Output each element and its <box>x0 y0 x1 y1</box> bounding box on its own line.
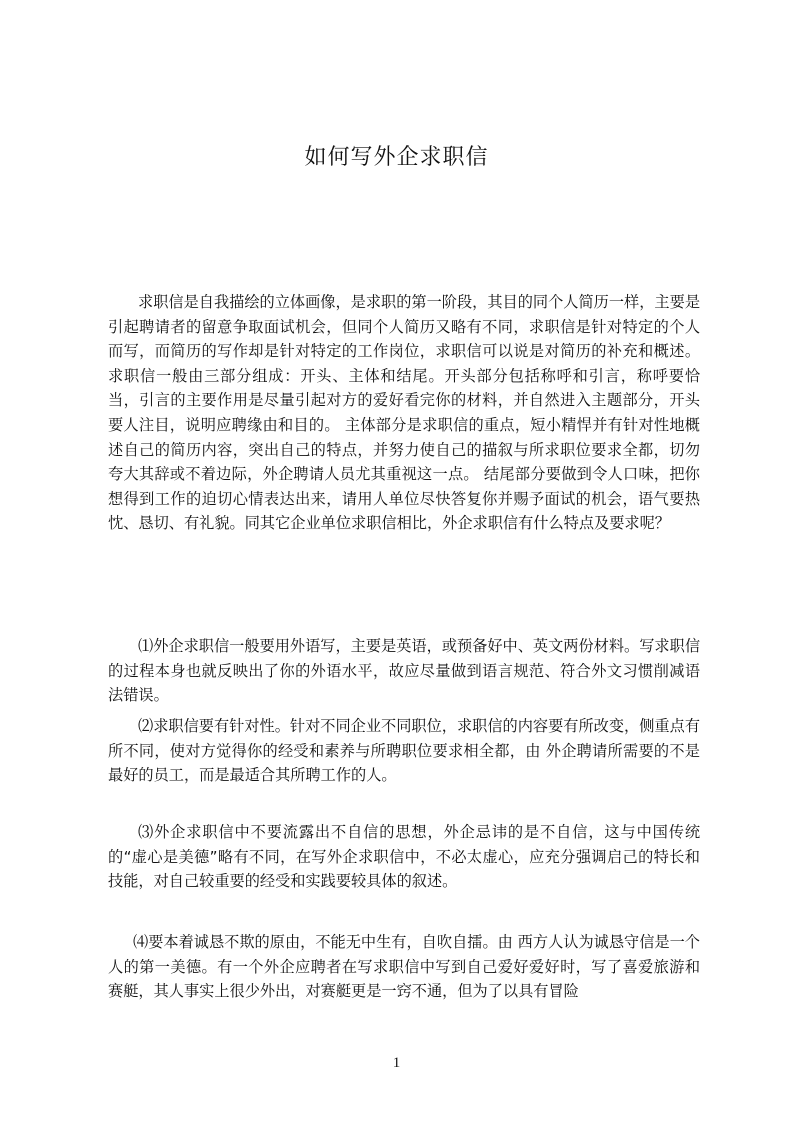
paragraph-point-2: ⑵求职信要有针对性。针对不同企业不同职位，求职信的内容要有所改变，侧重点有所不同，使对方觉得你的经受和素养与所聘职位要求相全都，由 外企聘请所需要的不是最好的员工，而是最适合其所聘工作的人。 <box>108 717 700 785</box>
paragraph-point-4: ⑷要本着诚恳不欺的原由，不能无中生有，自吹自擂。由 西方人认为诚恳守信是一个人的第一美德。有一个外企应聘者在写求职信中写到自己爱好爱好时，写了喜爱旅游和赛艇，其人事实上很少外出，对赛艇更是一窍不通，但为了以具有冒险 <box>108 933 700 1001</box>
paragraph-point-1: ⑴外企求职信一般要用外语写，主要是英语，或预备好中、英文两份材料。写求职信的过程本身也就反映出了你的外语水平，故应尽量做到语言规范、符合外文习惯削减语法错误。 <box>108 637 700 705</box>
document-title: 如何写外企求职信 <box>304 145 489 170</box>
page-number: 1 <box>392 1055 401 1071</box>
paragraph-point-3: ⑶外企求职信中不要流露出不自信的思想，外企忌讳的是不自信，这与中国传统的“虚心是美德”略有不同，在写外企求职信中，不必太虚心，应充分强调启己的特长和技能，对自己较重要的经受和实践要较具体的叙述。 <box>108 823 700 891</box>
paragraph-intro: 求职信是自我描绘的立体画像，是求职的第一阶段，其目的同个人简历一样，主要是引起聘请者的留意争取面试机会，但同个人简历又略有不同，求职信是针对特定的个人而写，而简历的写作却是针对特定的工作岗位，求职信可以说是对简历的补充和概述。 求职信一般由三部分组成：开头、主体和结尾。开头部分包括称呼和引言，称呼要恰当，引言的主要作用是尽量引起对方的爱好看完你的材料，并自然进入主题部分，开头要人注目，说明应聘缘由和目的。 主体部分是求职信的重点，短小精悍并有针对性地概述自己的简历内容，突出自己的特点，并努力使自己的描叙与所求职位要求全都，切勿夸大其辞或不着边际，外企聘请人员尤其重视这一点。 结尾部分要做到令人口味，把你想得到工作的迫切心情表达出来，请用人单位尽快答复你并赐予面试的机会，语气要热忱、恳切、有礼貌。同其它企业单位求职信相比，外企求职信有什么特点及要求呢？ <box>108 293 700 533</box>
